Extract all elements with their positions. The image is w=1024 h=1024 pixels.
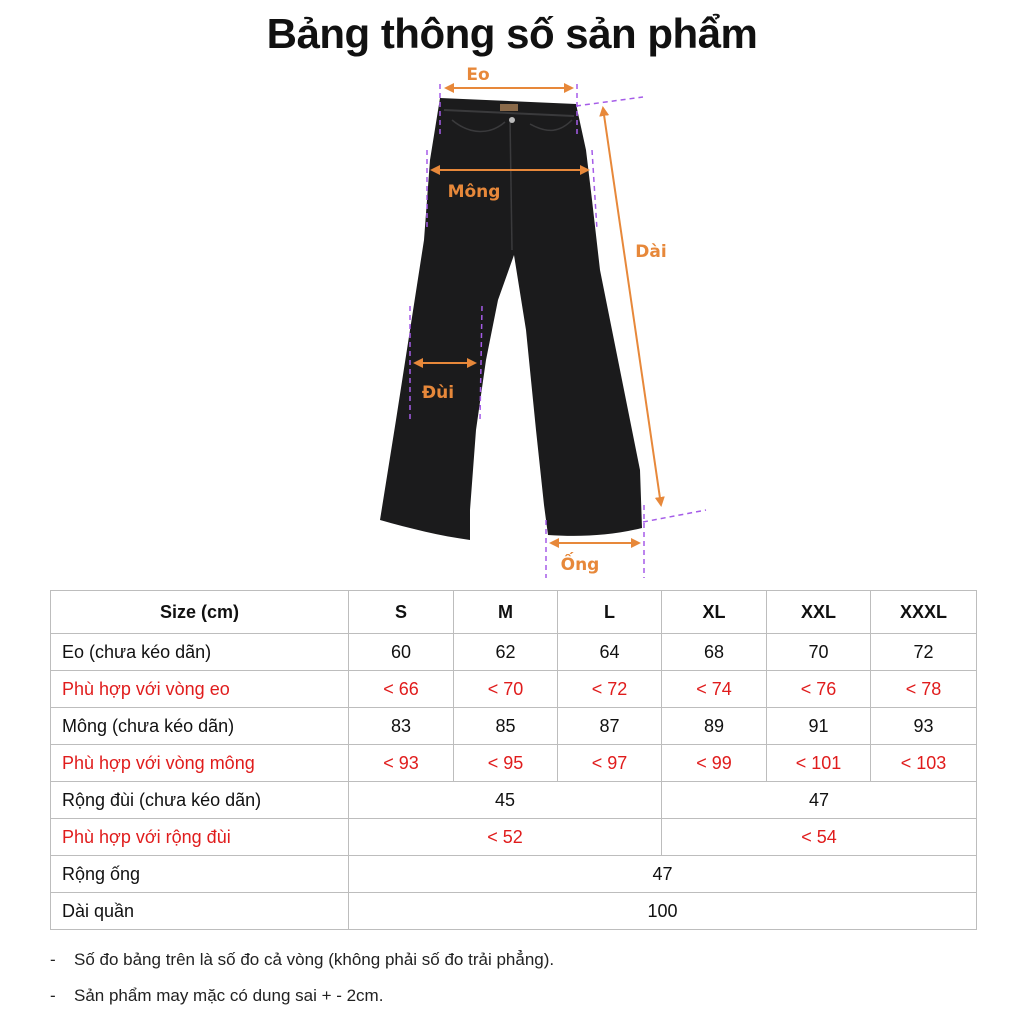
row-label: Rộng ống — [51, 856, 349, 893]
table-cell: < 103 — [871, 745, 977, 782]
table-cell: 68 — [662, 634, 767, 671]
table-cell: 47 — [662, 782, 977, 819]
row-label: Eo (chưa kéo dãn) — [51, 634, 349, 671]
table-cell: < 78 — [871, 671, 977, 708]
table-row-thigh — [51, 782, 977, 819]
table-cell: 62 — [454, 634, 558, 671]
table-row-length — [51, 893, 977, 930]
header-m: M — [454, 591, 558, 634]
table-cell: 70 — [767, 634, 871, 671]
table-cell: 64 — [558, 634, 662, 671]
table-cell: 100 — [349, 893, 977, 930]
table-cell: < 93 — [349, 745, 454, 782]
table-cell: 60 — [349, 634, 454, 671]
table-cell: 83 — [349, 708, 454, 745]
size-table — [50, 590, 977, 930]
table-row-hem — [51, 856, 977, 893]
table-cell: < 52 — [349, 819, 662, 856]
row-label: Rộng đùi (chưa kéo dãn) — [51, 782, 349, 819]
note-text: Số đo bảng trên là số đo cả vòng (không phải số đo trải phẳng). — [74, 950, 555, 969]
table-cell: 93 — [871, 708, 977, 745]
table-header-row — [51, 591, 977, 634]
note-item — [50, 942, 554, 978]
header-s: S — [349, 591, 454, 634]
table-cell: 89 — [662, 708, 767, 745]
table-row-thigh-fit — [51, 819, 977, 856]
table-cell: < 76 — [767, 671, 871, 708]
table-row-waist-fit — [51, 671, 977, 708]
note-item — [50, 978, 554, 1014]
table-row-hip — [51, 708, 977, 745]
table-cell: < 66 — [349, 671, 454, 708]
table-cell: < 99 — [662, 745, 767, 782]
table-row-hip-fit — [51, 745, 977, 782]
notes — [50, 942, 554, 1014]
table-cell: 91 — [767, 708, 871, 745]
label-length: Dài — [635, 242, 667, 262]
table-row-waist — [51, 634, 977, 671]
label-hem: Ống — [560, 555, 600, 575]
header-xl: XL — [662, 591, 767, 634]
row-label: Phù hợp với rộng đùi — [51, 819, 349, 856]
label-thigh: Đùi — [421, 383, 455, 403]
label-hip: Mông — [447, 182, 501, 202]
row-label: Dài quần — [51, 893, 349, 930]
header-l: L — [558, 591, 662, 634]
note-bullet: - — [50, 986, 56, 1005]
table-cell: < 72 — [558, 671, 662, 708]
table-cell: 47 — [349, 856, 977, 893]
page-title: Bảng thông số sản phẩm — [266, 10, 758, 57]
table-cell: < 70 — [454, 671, 558, 708]
row-label: Phù hợp với vòng eo — [51, 671, 349, 708]
header-xxxl: XXXL — [871, 591, 977, 634]
table-cell: 87 — [558, 708, 662, 745]
label-waist: Eo — [466, 65, 490, 85]
table-cell: < 54 — [662, 819, 977, 856]
table-cell: < 97 — [558, 745, 662, 782]
row-label: Mông (chưa kéo dãn) — [51, 708, 349, 745]
header-size: Size (cm) — [51, 591, 349, 634]
table-cell: 45 — [349, 782, 662, 819]
table-cell: 85 — [454, 708, 558, 745]
note-bullet: - — [50, 950, 56, 969]
table-cell: 72 — [871, 634, 977, 671]
row-label: Phù hợp với vòng mông — [51, 745, 349, 782]
table-cell: < 74 — [662, 671, 767, 708]
header-xxl: XXL — [767, 591, 871, 634]
table-cell: < 101 — [767, 745, 871, 782]
table-cell: < 95 — [454, 745, 558, 782]
note-text: Sản phẩm may mặc có dung sai + - 2cm. — [74, 986, 384, 1005]
